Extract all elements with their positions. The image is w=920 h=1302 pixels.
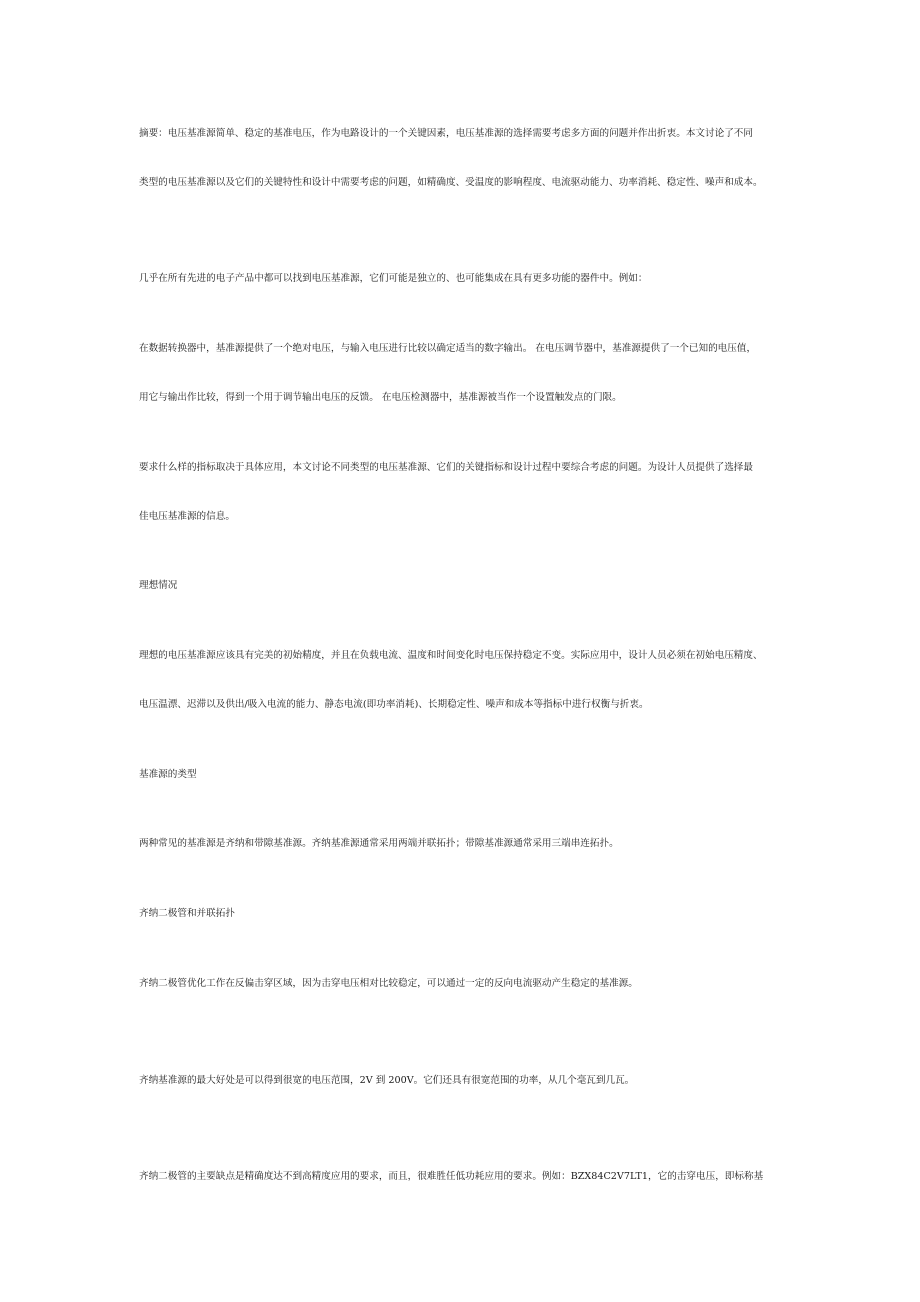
zener-paragraph-3: 齐纳二极管的主要缺点是精确度达不到高精度应用的要求，而且，很难胜任低功耗应用的要求。例如：BZX84C2V7LT1，它的击穿电压，即标称基: [139, 1171, 764, 1182]
section-heading-zener: 齐纳二极管和并联拓扑: [139, 908, 235, 919]
ideal-line-2: 电压温漂、迟滞以及供出/吸入电流的能力、静态电流(即功率消耗)、长期稳定性、噪声和成本等指标中进行权衡与折衷。: [139, 699, 649, 710]
types-paragraph: 两种常见的基准源是齐纳和带隙基准源。齐纳基准源通常采用两端并联拓扑；带隙基准源通常采用三端串连拓扑。: [139, 838, 619, 849]
examples-line-2: 用它与输出作比较，得到一个用于调节输出电压的反馈。 在电压检测器中，基准源被当作一个设置触发点的门限。: [139, 392, 622, 403]
zener-paragraph-2: 齐纳基准源的最大好处是可以得到很宽的电压范围，2V 到 200V。它们还具有很宽范围的功率，从几个毫瓦到几瓦。: [139, 1075, 635, 1086]
examples-line-1: 在数据转换器中，基准源提供了一个绝对电压，与输入电压进行比较以确定适当的数字输出。 在电压调节器中，基准源提供了一个已知的电压值，: [139, 343, 757, 354]
purpose-line-1: 要求什么样的指标取决于具体应用，本文讨论不同类型的电压基准源、它们的关键指标和设计过程中要综合考虑的问题。为设计人员提供了选择最: [139, 462, 753, 473]
abstract-line-2: 类型的电压基准源以及它们的关键特性和设计中需要考虑的问题，如精确度、受温度的影响程度、电流驱动能力、功率消耗、稳定性、噪声和成本。: [139, 177, 763, 188]
purpose-line-2: 佳电压基准源的信息。: [139, 511, 235, 522]
section-heading-ideal: 理想情况: [139, 580, 178, 591]
abstract-line-1: 摘要：电压基准源简单、稳定的基准电压，作为电路设计的一个关键因素，电压基准源的选择需要考虑多方面的问题并作出折衷。本文讨论了不同: [139, 128, 753, 139]
section-heading-types: 基准源的类型: [139, 769, 197, 780]
intro-paragraph: 几乎在所有先进的电子产品中都可以找到电压基准源，它们可能是独立的、也可能集成在具有更多功能的器件中。例如：: [139, 273, 648, 284]
zener-paragraph-1: 齐纳二极管优化工作在反偏击穿区域，因为击穿电压相对比较稳定，可以通过一定的反向电流驱动产生稳定的基准源。: [139, 978, 638, 989]
ideal-line-1: 理想的电压基准源应该具有完美的初始精度，并且在负载电流、温度和时间变化时电压保持稳定不变。实际应用中，设计人员必须在初始电压精度、: [139, 650, 763, 661]
